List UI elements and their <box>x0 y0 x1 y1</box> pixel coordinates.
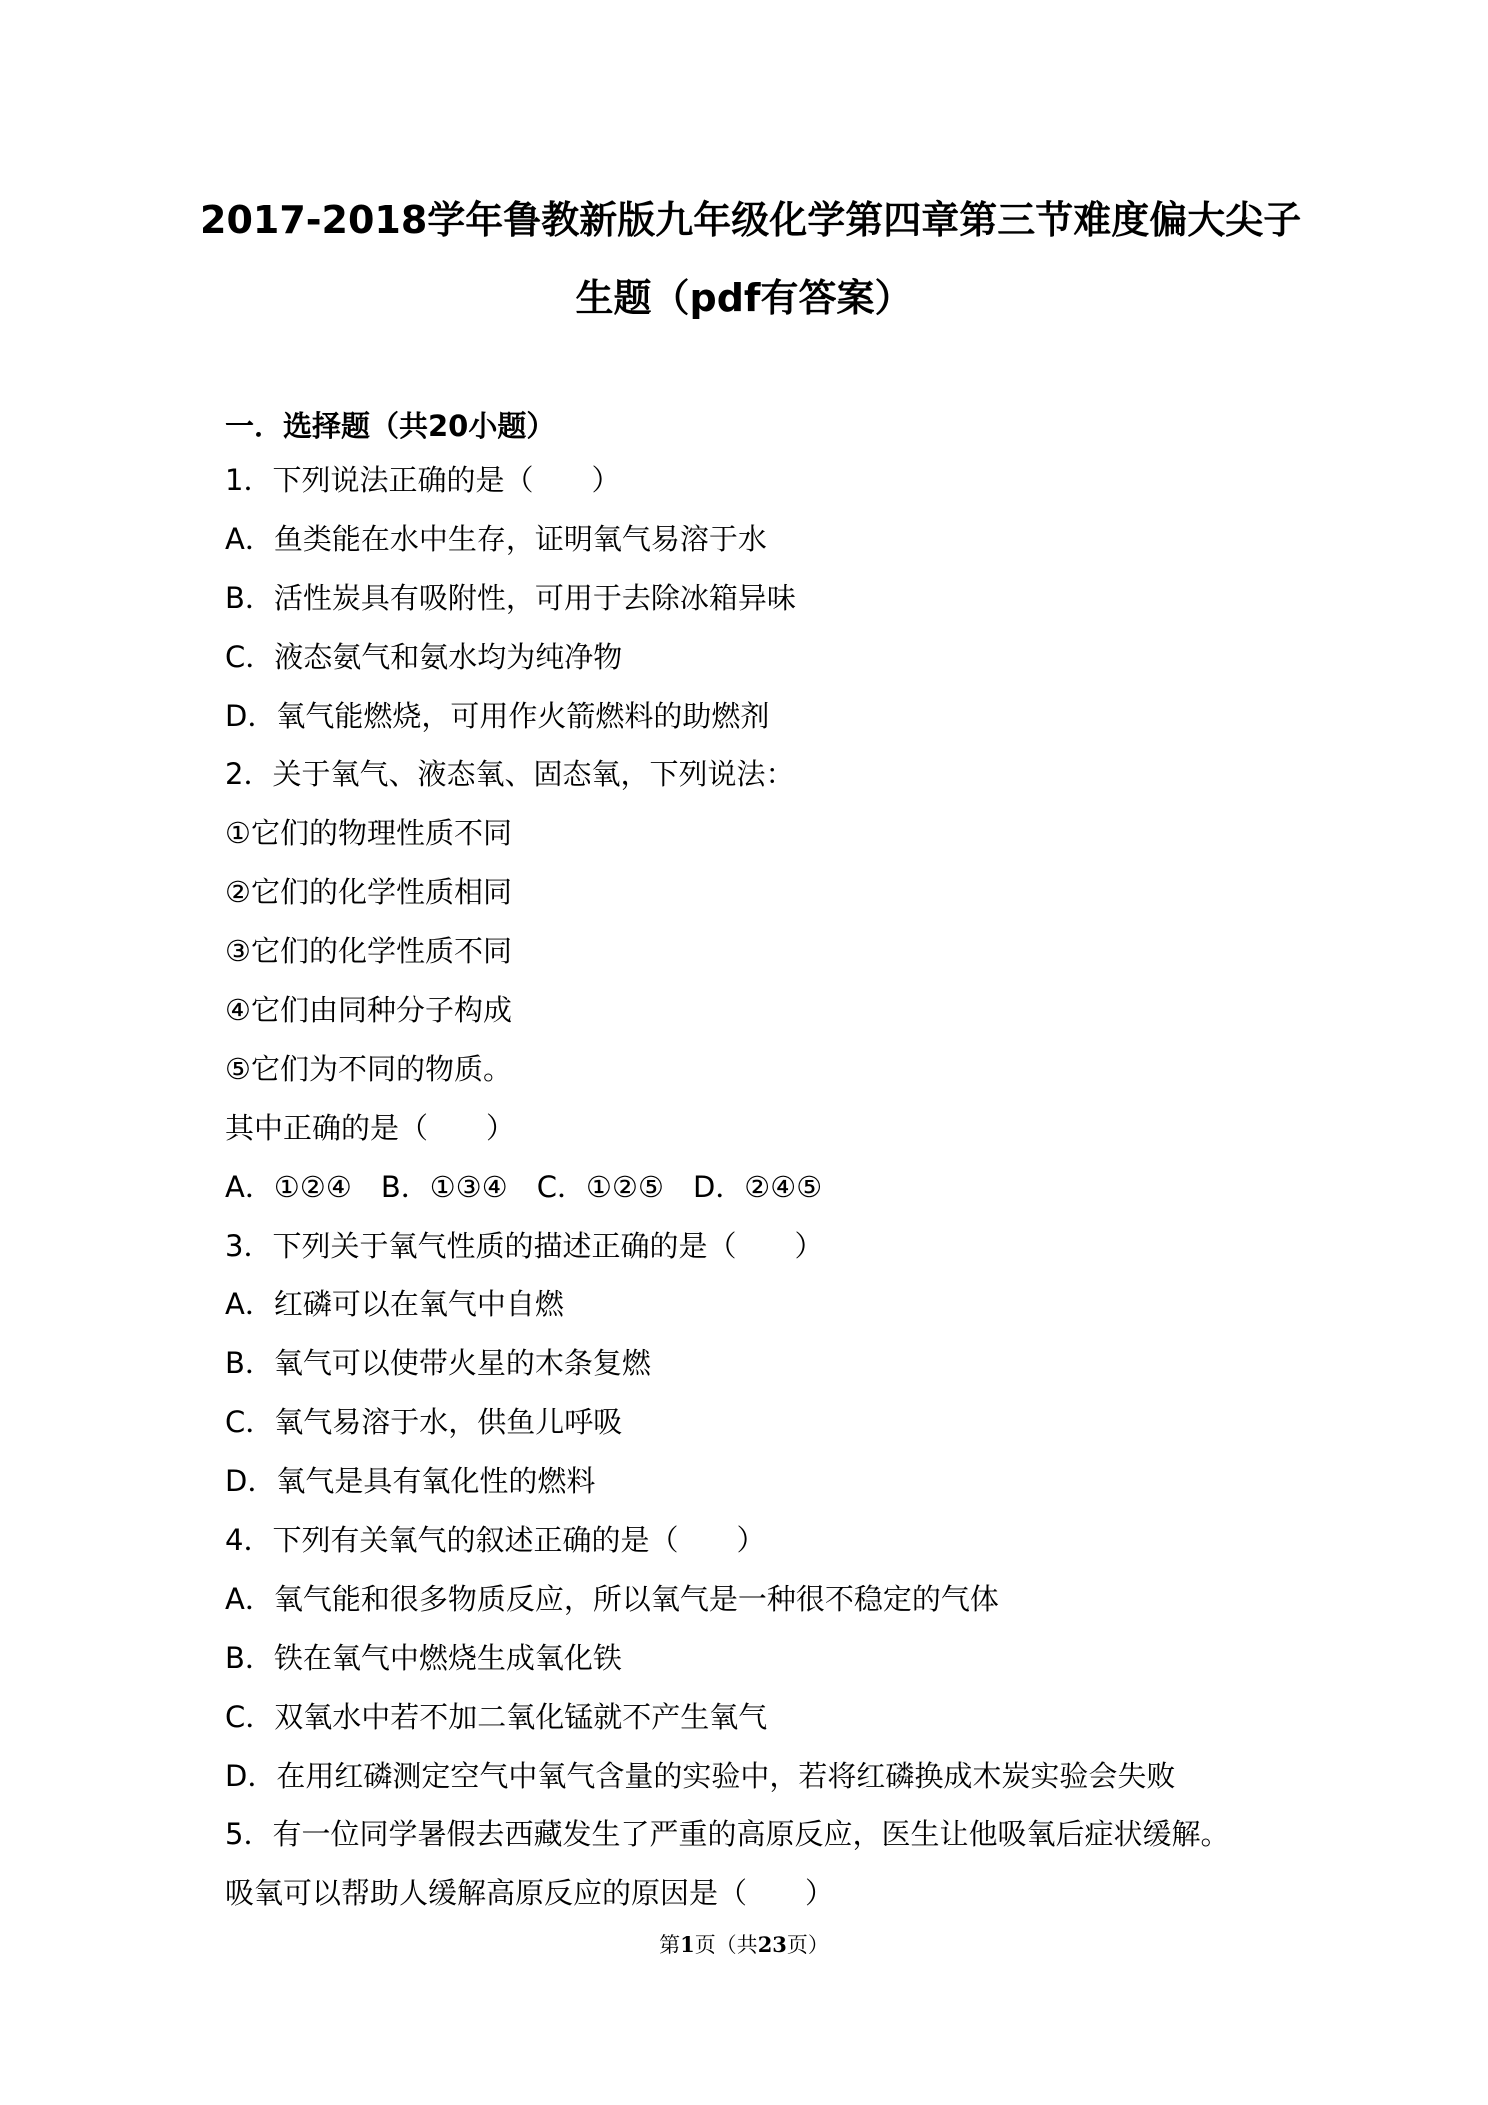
question-line: 其中正确的是（ ） <box>225 1110 516 1145</box>
footer-suffix: 页） <box>786 1933 829 1957</box>
document-title-line-2: 生题（pdf有答案） <box>575 276 913 320</box>
question-line: A．红磷可以在氧气中自燃 <box>225 1287 564 1322</box>
question-line: D．在用红磷测定空气中氧气含量的实验中，若将红磷换成木炭实验会失败 <box>225 1758 1176 1793</box>
question-line: ⑤它们为不同的物质。 <box>225 1051 512 1086</box>
question-line: C．双氧水中若不加二氧化锰就不产生氧气 <box>225 1699 768 1734</box>
question-line: ②它们的化学性质相同 <box>225 875 512 910</box>
question-line: D．氧气是具有氧化性的燃料 <box>225 1464 596 1499</box>
question-line: ④它们由同种分子构成 <box>225 993 512 1028</box>
footer-prefix: 第 <box>659 1933 681 1957</box>
footer-total-pages: 23 <box>757 1932 787 1957</box>
question-line: 吸氧可以帮助人缓解高原反应的原因是（ ） <box>225 1876 835 1911</box>
question-line: 5．有一位同学暑假去西藏发生了严重的高原反应，医生让他吸氧后症状缓解。 <box>225 1817 1230 1852</box>
question-line: B．氧气可以使带火星的木条复燃 <box>225 1346 651 1381</box>
question-line: 2．关于氧气、液态氧、固态氧，下列说法： <box>225 757 795 792</box>
question-line: ③它们的化学性质不同 <box>225 934 512 969</box>
question-line: ①它们的物理性质不同 <box>225 816 512 851</box>
footer-page-number: 1 <box>680 1932 695 1957</box>
question-line: B．铁在氧气中燃烧生成氧化铁 <box>225 1640 622 1675</box>
document-title-line-1: 2017-2018学年鲁教新版九年级化学第四章第三节难度偏大尖子 <box>200 198 1302 242</box>
question-line: A．①②④ B．①③④ C．①②⑤ D．②④⑤ <box>225 1169 823 1204</box>
question-line: A．鱼类能在水中生存，证明氧气易溶于水 <box>225 521 767 556</box>
question-line: 3．下列关于氧气性质的描述正确的是（ ） <box>225 1228 824 1263</box>
question-list <box>225 460 1305 1932</box>
page-footer <box>0 1930 1488 1960</box>
question-line: D．氧气能燃烧，可用作火箭燃料的助燃剂 <box>225 698 770 733</box>
question-line: C．氧气易溶于水，供鱼儿呼吸 <box>225 1405 623 1440</box>
section-heading: 一．选择题（共20小题） <box>225 409 556 443</box>
footer-middle: 页（共 <box>694 1933 758 1957</box>
question-line: C．液态氨气和氨水均为纯净物 <box>225 639 623 674</box>
question-line: 1．下列说法正确的是（ ） <box>225 463 621 497</box>
question-line: 4．下列有关氧气的叙述正确的是（ ） <box>225 1523 766 1558</box>
question-line: A．氧气能和很多物质反应，所以氧气是一种很不稳定的气体 <box>225 1581 999 1616</box>
question-line: B．活性炭具有吸附性，可用于去除冰箱异味 <box>225 580 796 615</box>
